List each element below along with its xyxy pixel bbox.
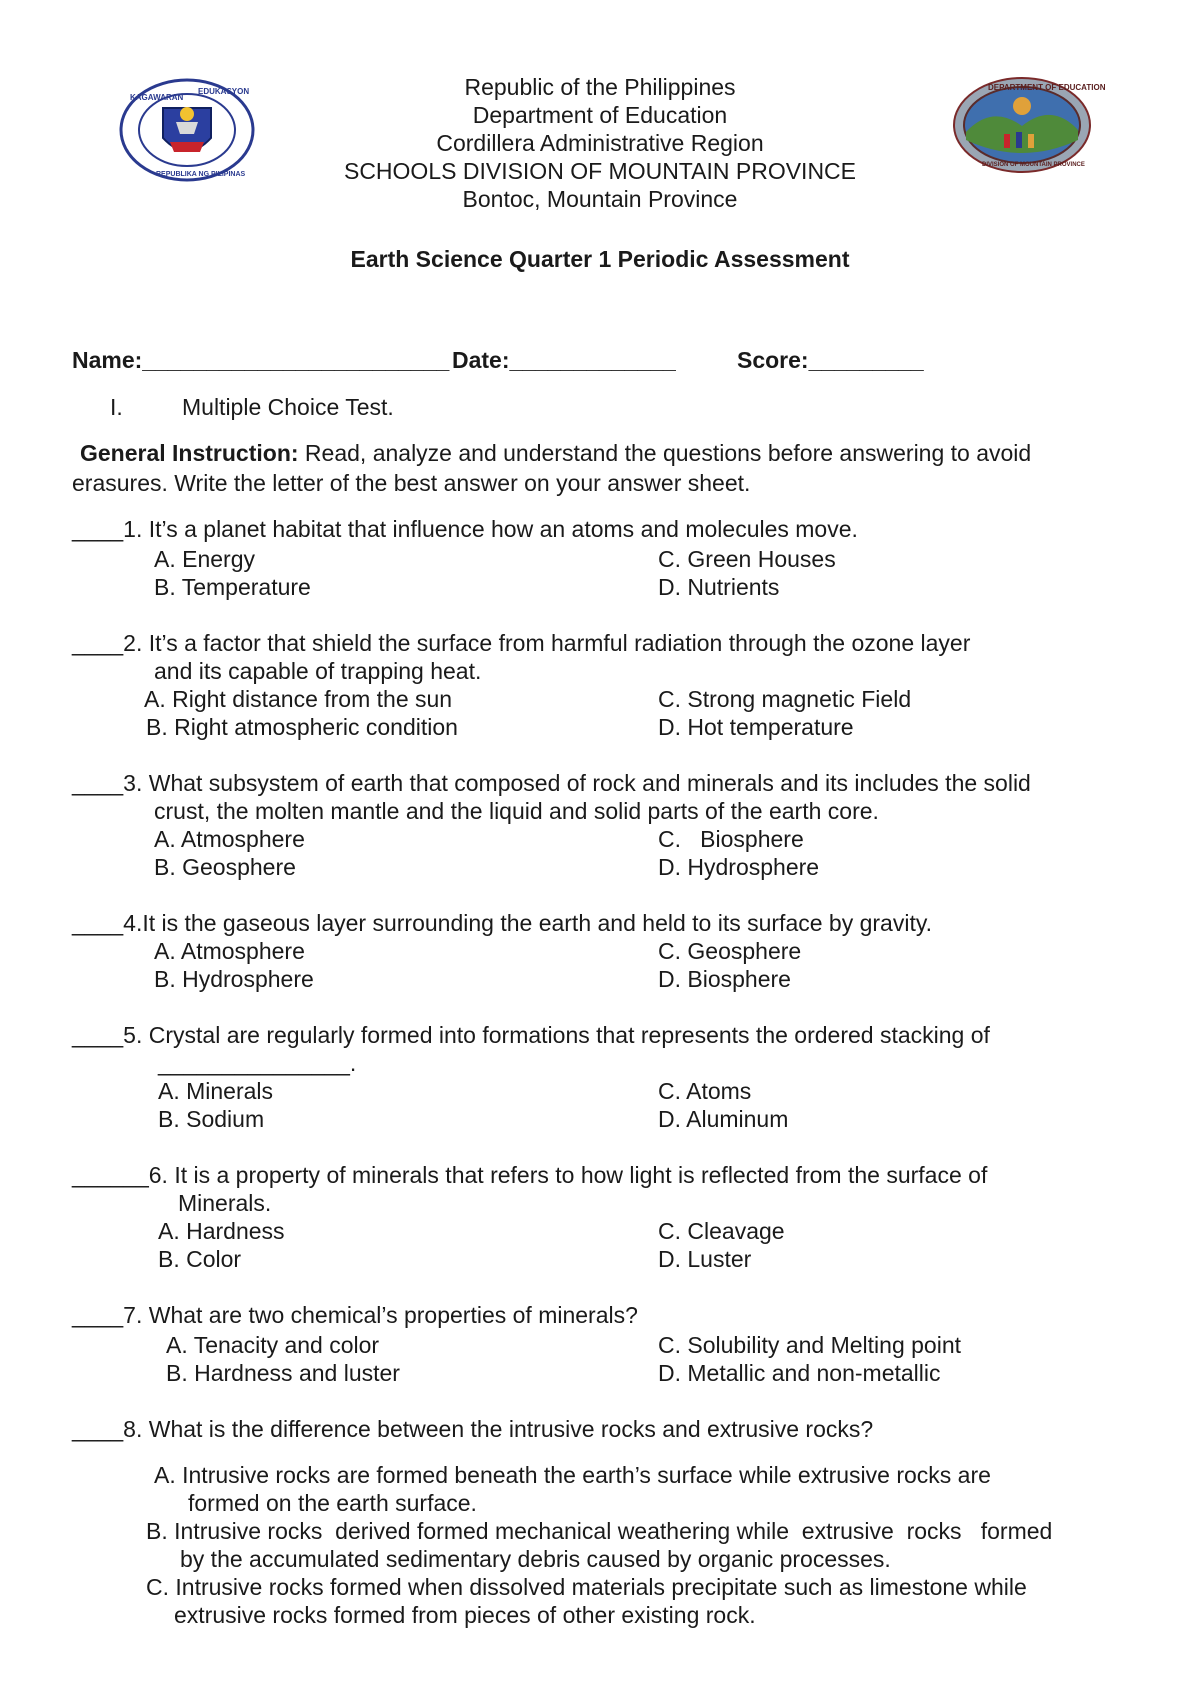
question-3-stem-cont: crust, the molten mantle and the liquid and solid parts of the earth core. [154,798,879,824]
question-4-option-b[interactable]: B. Hydrosphere [154,966,314,992]
question-8-stem: ____8. What is the difference between the intrusive rocks and extrusive rocks? [72,1416,874,1442]
section-label: Multiple Choice Test. [182,394,394,420]
question-4-option-c[interactable]: C. Geosphere [658,938,802,964]
question-5-option-d[interactable]: D. Aluminum [658,1106,789,1132]
header-line-republic: Republic of the Philippines [464,74,736,100]
question-6-stem-cont: Minerals. [178,1190,272,1216]
question-7-option-a[interactable]: A. Tenacity and color [166,1332,380,1358]
question-4-stem: ____4.It is the gaseous layer surrounding the earth and held to its surface by gravity. [72,910,933,936]
question-6-option-b[interactable]: B. Color [158,1246,242,1272]
question-3-option-d[interactable]: D. Hydrosphere [658,854,820,880]
general-instruction [80,439,1031,467]
header-line-division: SCHOOLS DIVISION OF MOUNTAIN PROVINCE [343,158,857,184]
date-field[interactable]: Date:_____________ [452,347,676,373]
question-5-stem-cont: _______________. [158,1050,357,1076]
svg-text:REPUBLIKA NG PILIPINAS: REPUBLIKA NG PILIPINAS [156,171,246,178]
question-1-stem: ____1. It’s a planet habitat that influence how an atoms and molecules move. [72,516,858,542]
svg-text:DEPARTMENT OF EDUCATION: DEPARTMENT OF EDUCATION [988,83,1106,92]
question-6-stem: ______6. It is a property of minerals that refers to how light is reflected from the surface of [72,1162,988,1188]
question-3-stem: ____3. What subsystem of earth that composed of rock and minerals and its includes the solid [72,770,1031,796]
question-7-stem: ____7. What are two chemical’s properties of minerals? [72,1302,638,1328]
question-8-option-c-cont: extrusive rocks formed from pieces of other existing rock. [174,1602,756,1628]
question-7-option-b[interactable]: B. Hardness and luster [166,1360,400,1386]
name-field[interactable]: Name:________________________ [72,347,450,373]
question-1-option-b[interactable]: B. Temperature [154,574,311,600]
instruction-label: General Instruction: [80,440,299,466]
score-field[interactable]: Score:_________ [737,347,924,373]
question-2-stem-cont: and its capable of trapping heat. [154,658,482,684]
question-1-option-c[interactable]: C. Green Houses [658,546,836,572]
question-8-option-c[interactable]: C. Intrusive rocks formed when dissolved materials precipitate such as limestone while [146,1574,1027,1600]
question-2-stem: ____2. It’s a factor that shield the surface from harmful radiation through the ozone layer [72,630,971,656]
question-6-option-d[interactable]: D. Luster [658,1246,752,1272]
instruction-text: Read, analyze and understand the questions before answering to avoid [298,440,1032,466]
question-4-option-d[interactable]: D. Biosphere [658,966,791,992]
header-line-region: Cordillera Administrative Region [436,130,764,156]
question-8-option-b-cont: by the accumulated sedimentary debris caused by organic processes. [180,1546,891,1572]
question-8-option-a[interactable]: A. Intrusive rocks are formed beneath the earth’s surface while extrusive rocks are [154,1462,991,1488]
question-8-option-b[interactable]: B. Intrusive rocks derived formed mechanical weathering while extrusive rocks formed [146,1518,1053,1544]
question-6-option-a[interactable]: A. Hardness [158,1218,285,1244]
instruction-text-line2: erasures. Write the letter of the best answer on your answer sheet. [72,470,751,496]
question-2-option-c[interactable]: C. Strong magnetic Field [658,686,912,712]
section-number: I. [110,394,123,420]
question-2-option-d[interactable]: D. Hot temperature [658,714,854,740]
svg-text:EDUKASYON: EDUKASYON [198,87,250,96]
question-4-option-a[interactable]: A. Atmosphere [154,938,305,964]
question-5-option-b[interactable]: B. Sodium [158,1106,265,1132]
question-1-option-d[interactable]: D. Nutrients [658,574,780,600]
question-5-stem: ____5. Crystal are regularly formed into formations that represents the ordered stacking of [72,1022,990,1048]
svg-text:KAGAWARAN: KAGAWARAN [130,93,184,102]
question-5-option-c[interactable]: C. Atoms [658,1078,752,1104]
svg-text:DIVISION OF MOUNTAIN PROVINCE: DIVISION OF MOUNTAIN PROVINCE [982,162,1085,168]
question-2-option-a[interactable]: A. Right distance from the sun [144,686,453,712]
question-7-option-d[interactable]: D. Metallic and non-metallic [658,1360,941,1386]
question-1-option-a[interactable]: A. Energy [154,546,255,572]
question-8-option-a-cont: formed on the earth surface. [188,1490,477,1516]
page-title: Earth Science Quarter 1 Periodic Assessment [350,246,850,272]
question-3-option-a[interactable]: A. Atmosphere [154,826,305,852]
question-7-option-c[interactable]: C. Solubility and Melting point [658,1332,961,1358]
header-line-location: Bontoc, Mountain Province [462,186,738,212]
question-3-option-b[interactable]: B. Geosphere [154,854,296,880]
question-2-option-b[interactable]: B. Right atmospheric condition [146,714,458,740]
question-6-option-c[interactable]: C. Cleavage [658,1218,785,1244]
question-5-option-a[interactable]: A. Minerals [158,1078,274,1104]
question-3-option-c[interactable]: C. Biosphere [658,826,804,852]
header-line-deped: Department of Education [472,102,728,128]
